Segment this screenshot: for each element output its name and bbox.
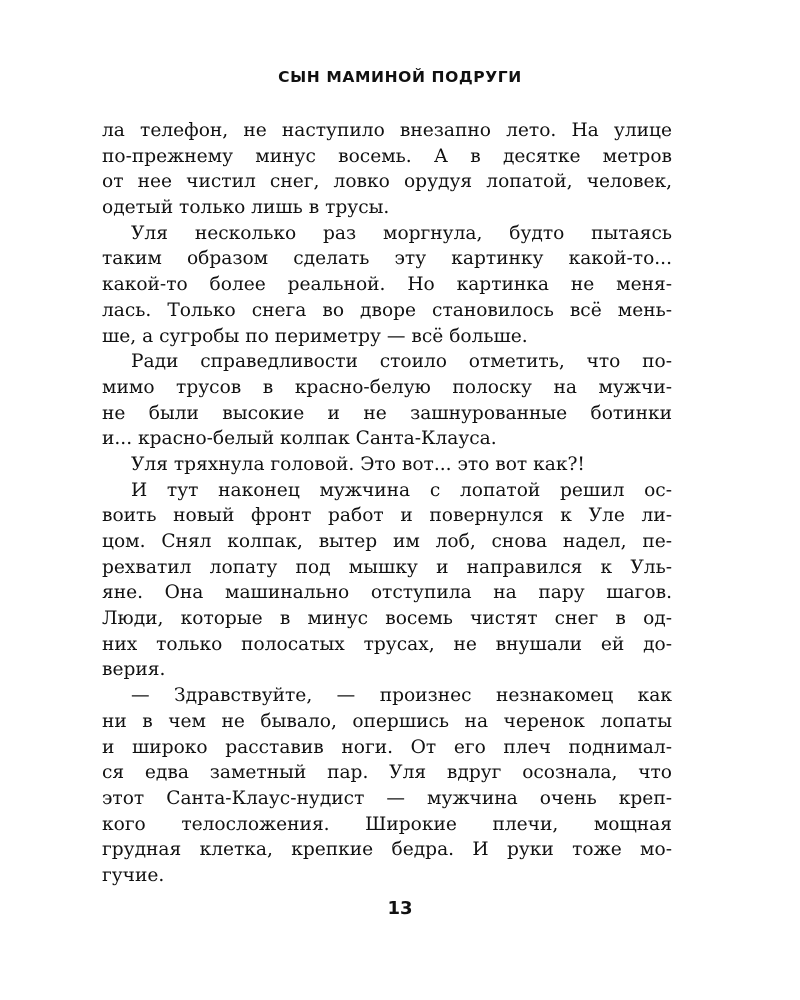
text-line: мимо трусов в красно-белую полоску на мужчи- [102,376,672,398]
text-line: Люди, которые в минус восемь чистят снег в од- [102,608,672,630]
text-line: и... красно-белый колпак Санта-Клауса. [102,428,497,450]
text-line: кого телосложения. Широкие плечи, мощная [102,813,672,835]
text-line: — Здравствуйте, — произнес незнакомец как [131,685,672,707]
text-line: цом. Снял колпак, вытер им лоб, снова надел, пе- [102,531,672,552]
text-line: грудная клетка, крепкие бедра. И руки тоже мо- [102,839,672,861]
text-line: воить новый фронт работ и повернулся к Уле ли- [102,505,672,527]
text-line: одетый только лишь в трусы. [102,197,390,219]
text-line: таким образом сделать эту картинку какой-то... [102,248,672,270]
text-line: какой-то более реальной. Но картинка не меня- [102,274,672,296]
text-line: И тут наконец мужчина с лопатой решил ос- [131,479,672,501]
text-line: ни в чем не бывало, опершись на черенок лопаты [102,710,672,732]
page-number: 13 [387,898,413,919]
text-line: яне. Она машинально отступила на пару шагов. [102,582,672,604]
text-line: Уля несколько раз моргнула, будто пытаясь [131,222,672,244]
text-line: по-прежнему минус восемь. А в десятке метров [102,145,672,167]
text-line: них только полосатых трусах, не внушали ей до- [102,633,672,655]
text-line: Ради справедливости стоило отметить, что по- [131,351,672,373]
text-line: и широко расставив ноги. От его плеч поднимал- [102,736,672,758]
running-head: СЫН МАМИНОЙ ПОДРУГИ [278,68,522,86]
text-line: лась. Только снега во дворе становилось всё мень- [102,299,672,321]
text-line: ла телефон, не наступило внезапно лето. На улице [102,120,672,141]
text-line: гучие. [102,864,165,886]
text-line: верия. [102,659,166,681]
text-line: ше, а сугробы по периметру — всё больше. [102,325,528,347]
text-line: этот Санта-Клаус-нудист — мужчина очень креп- [102,787,672,809]
text-line: ся едва заметный пар. Уля вдруг осознала, что [102,762,672,784]
text-line: не были высокие и не зашнурованные ботинки [102,402,672,424]
text-line: от нее чистил снег, ловко орудуя лопатой, человек, [102,171,672,193]
text-line: Уля тряхнула головой. Это вот... это вот как?! [131,453,585,475]
text-line: рехватил лопату под мышку и направился к Уль- [102,556,672,578]
body-text [102,118,672,889]
